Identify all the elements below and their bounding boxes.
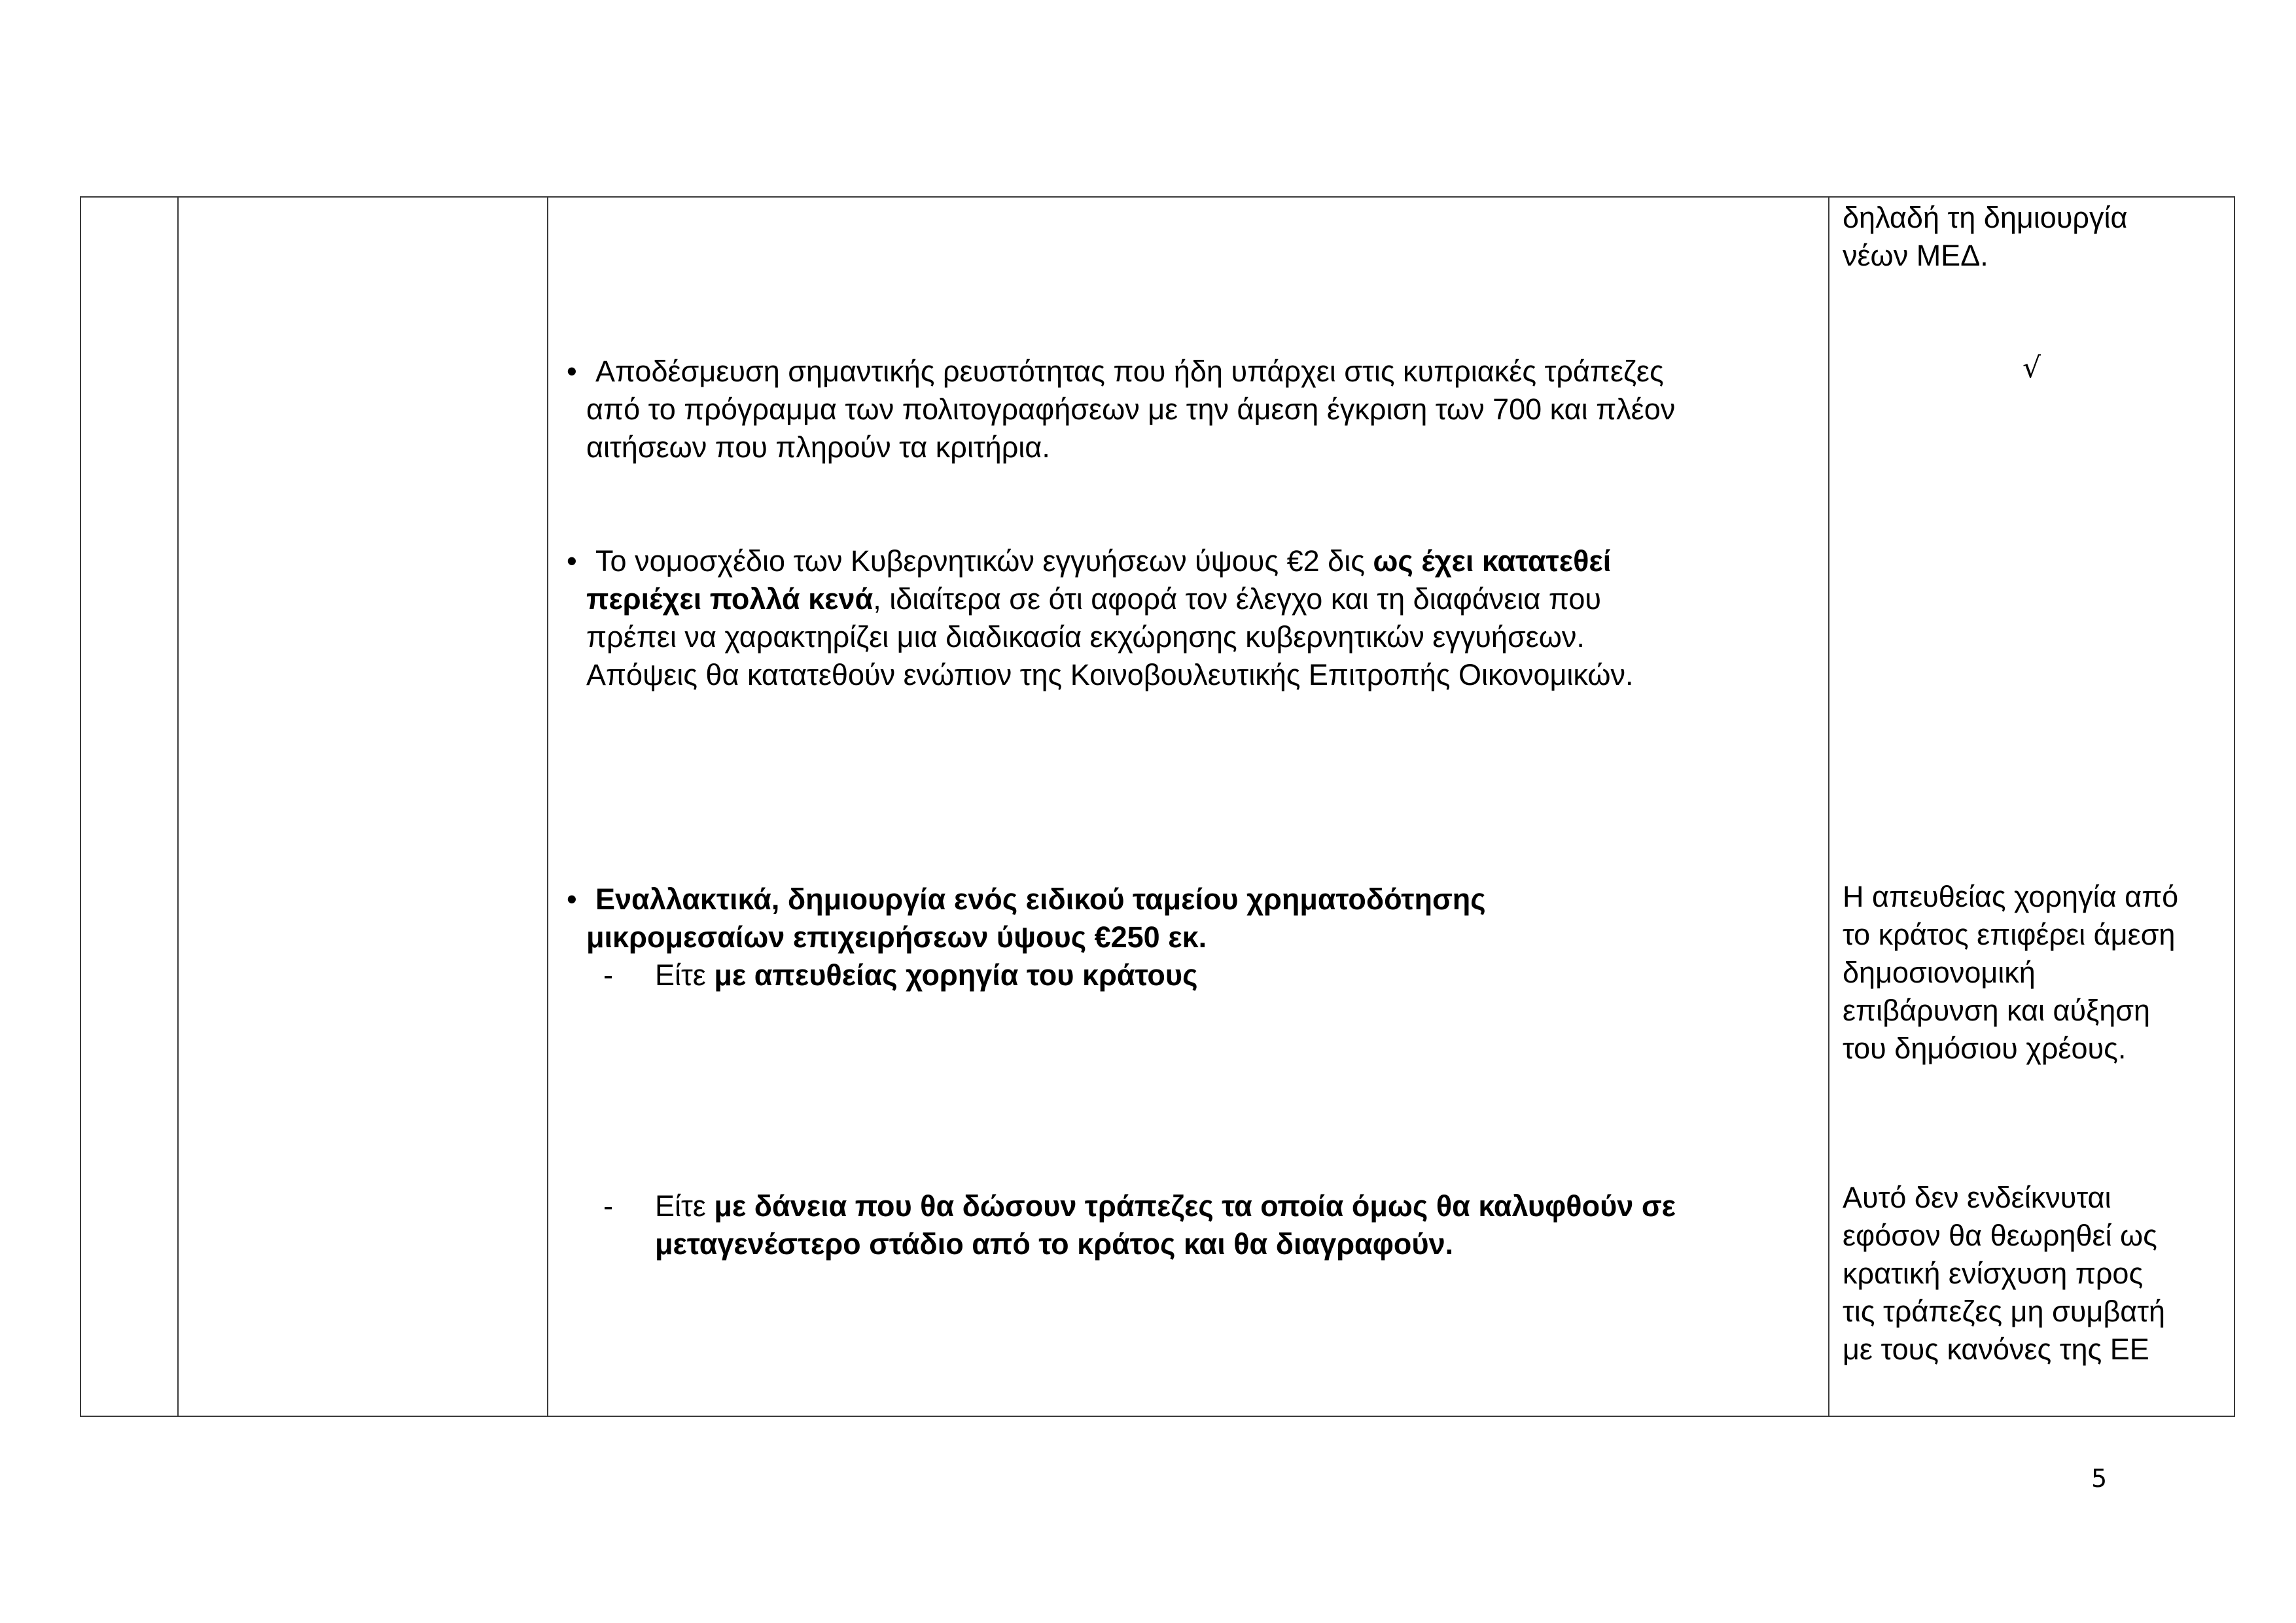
dash-icon: -	[603, 958, 613, 992]
text-line	[586, 580, 1601, 618]
bullet-icon: •	[567, 544, 577, 578]
text-line: του δημόσιου χρέους.	[1843, 1032, 2127, 1065]
dash-icon: -	[603, 1189, 613, 1223]
column-divider-3	[1828, 198, 1829, 1416]
text-bold: με δάνεια που θα δώσουν τράπεζες τα οποία όμως θα καλυφθούν σε	[714, 1189, 1676, 1223]
text-line: αιτήσεων που πληρούν τα κριτήρια.	[586, 430, 1050, 464]
check-mark-icon: √	[2022, 351, 2041, 385]
text-line: δηλαδή τη δημιουργία	[1843, 201, 2128, 234]
column-divider-2	[547, 198, 548, 1416]
text-line: με τους κανόνες της ΕΕ	[1843, 1333, 2149, 1366]
column-divider-1	[177, 198, 179, 1416]
text-bold: μεταγενέστερο στάδιο από το κράτος και θα διαγραφούν.	[655, 1227, 1454, 1261]
text-line: το κράτος επιφέρει άμεση	[1843, 918, 2176, 951]
text-bold: ως έχει κατατεθεί	[1373, 544, 1612, 578]
text-line: πρέπει να χαρακτηρίζει μια διαδικασία εκχώρησης κυβερνητικών εγγυήσεων.	[586, 620, 1585, 654]
text-line	[655, 956, 1197, 994]
text-plain: , ιδιαίτερα σε ότι αφορά τον έλεγχο και τη διαφάνεια που	[873, 582, 1601, 616]
text-line: κρατική ενίσχυση προς	[1843, 1257, 2144, 1290]
text-line	[586, 918, 1207, 956]
text-plain: Είτε	[655, 1189, 715, 1223]
text-line: Απόψεις θα κατατεθούν ενώπιον της Κοινοβουλευτικής Επιτροπής Οικονομικών.	[586, 658, 1634, 691]
text-line: Η απευθείας χορηγία από	[1843, 880, 2179, 913]
text-bold: μικρομεσαίων επιχειρήσεων ύψους €250 εκ.	[586, 920, 1207, 954]
text-line: από το πρόγραμμα των πολιτογραφήσεων με την άμεση έγκριση των 700 και πλέον	[586, 393, 1676, 426]
text-plain: Είτε	[655, 958, 715, 992]
text-line: Αυτό δεν ενδείκνυται	[1843, 1181, 2111, 1214]
text-line: τις τράπεζες μη συμβατή	[1843, 1295, 2166, 1328]
text-line	[655, 1187, 1676, 1225]
bullet-icon: •	[567, 355, 577, 388]
bullet-icon: •	[567, 882, 577, 916]
text-line: δημοσιονομική	[1843, 956, 2036, 989]
text-line: Αποδέσμευση σημαντικής ρευστότητας που ήδη υπάρχει στις κυπριακές τράπεζες	[595, 355, 1664, 388]
text-line	[655, 1225, 1453, 1263]
text-plain: Το νομοσχέδιο των Κυβερνητικών εγγυήσεων ύψους €2 δις	[595, 544, 1373, 578]
text-bold: με απευθείας χορηγία του κράτους	[714, 958, 1198, 992]
text-bold: Εναλλακτικά, δημιουργία ενός ειδικού ταμείου χρηματοδότησης	[595, 882, 1486, 916]
text-line	[595, 542, 1611, 580]
text-bold: περιέχει πολλά κενά	[586, 582, 874, 616]
text-line: νέων ΜΕΔ.	[1843, 239, 1988, 272]
page-number: 5	[2091, 1464, 2108, 1493]
text-line: επιβάρυνση και αύξηση	[1843, 994, 2151, 1027]
text-line: εφόσον θα θεωρηθεί ως	[1843, 1219, 2157, 1252]
text-line	[595, 881, 1486, 918]
